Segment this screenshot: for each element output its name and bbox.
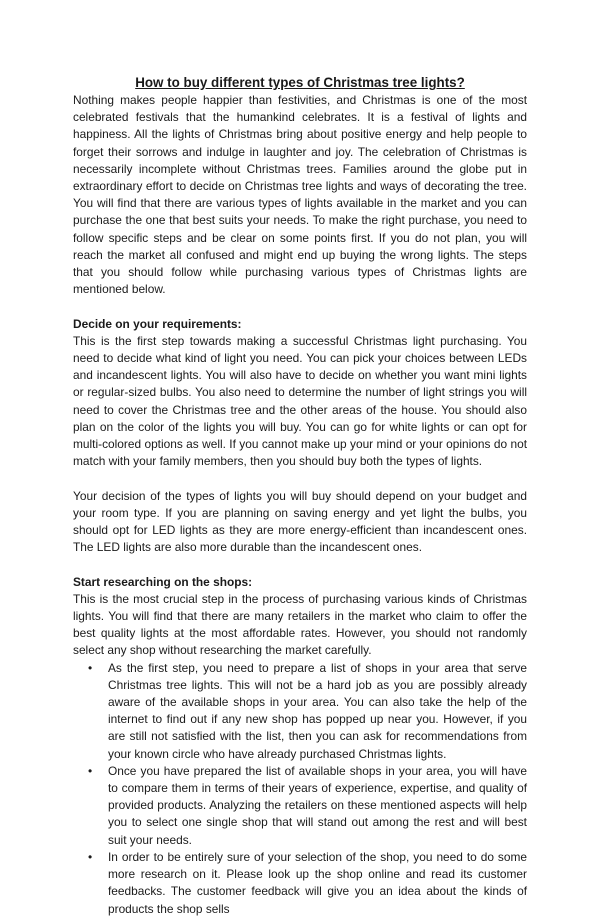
list-item xyxy=(73,660,527,763)
requirements-paragraph-2: Your decision of the types of lights you will buy should depend on your budget and your room type. If you are planning on saving energy and yet light the bulbs, you should opt for LED lights as they are more energy-efficient than incandescent ones. The LED lights are also more durable than the incandescent ones. xyxy=(73,488,527,555)
section-heading-requirements: Decide on your requirements: xyxy=(73,316,242,331)
list-item xyxy=(73,849,527,918)
list-item-text: In order to be entirely sure of your selection of the shop, you need to do some more research on it. Please look up the shop online and read its customer feedbacks. The customer feedback will give you an idea about the kinds of products the shop sells xyxy=(108,849,527,916)
bullet-icon: • xyxy=(88,660,93,675)
list-item-text: As the first step, you need to prepare a list of shops in your area that serve Christmas tree lights. This will not be a hard job as you are possibly already aware of the available shops in your area. You can also take the help of the internet to find out if any new shop has popped up near you. However, if you are still not satisfied with the list, then you can ask for recommendations from your known circle who have already purchased Christmas lights. xyxy=(108,660,527,761)
spacer xyxy=(73,470,527,487)
research-paragraph: This is the most crucial step in the process of purchasing various kinds of Christmas lights. You will find that there are many retailers in the market who claim to offer the best quality lights at the most affordable rates. However, you should not randomly select any shop without researching the market carefully. xyxy=(73,591,527,658)
intro-paragraph: Nothing makes people happier than festivities, and Christmas is one of the most celebrated festivals that the humankind celebrates. It is a festival of lights and happiness. All the lights of Christmas bring about positive energy and help people to forget their sorrows and indulge in laughter and joy. The celebration of Christmas is necessarily incomplete without Christmas trees. Families around the globe put in extraordinary effort to decide on Christmas tree lights and ways of decorating the tree. You will find that there are various types of lights available in the market and you can purchase the one that best suits your needs. To make the right purchase, you need to follow specific steps and be clear on some points first. If you do not plan, you will reach the market all confused and might end up buying the wrong lights. The steps that you should follow while purchasing various types of Christmas lights are mentioned below. xyxy=(73,93,527,297)
spacer xyxy=(73,298,527,315)
requirements-paragraph-1: This is the first step towards making a successful Christmas light purchasing. You need to decide what kind of light you need. You can pick your choices between LEDs and incandescent lights. You will also have to decide on whether you want mini lights or regular-sized bulbs. You also need to determine the number of light strings you will need to cover the Christmas tree and the other areas of the house. You should also plan on the color of the lights you will buy. You can go for white lights or can opt for multi-colored options as well. If you cannot make up your mind or your opinions do not match with your family members, then you should buy both the types of lights. xyxy=(73,333,527,469)
bullet-icon: • xyxy=(88,849,93,864)
page-title: How to buy different types of Christmas tree lights? xyxy=(135,75,465,90)
list-item-text: Once you have prepared the list of available shops in your area, you will have to compare them in terms of their years of experience, expertise, and quality of provided products. Analyzing the retailers on these mentioned aspects will help you to select one single shop that will stand out among the rest and will best suit your needs. xyxy=(108,763,527,847)
section-heading-research: Start researching on the shops: xyxy=(73,574,253,589)
bullet-icon: • xyxy=(88,763,93,778)
research-bullet-list xyxy=(73,660,527,918)
spacer xyxy=(73,556,527,573)
document-page xyxy=(73,74,527,918)
list-item xyxy=(73,763,527,849)
